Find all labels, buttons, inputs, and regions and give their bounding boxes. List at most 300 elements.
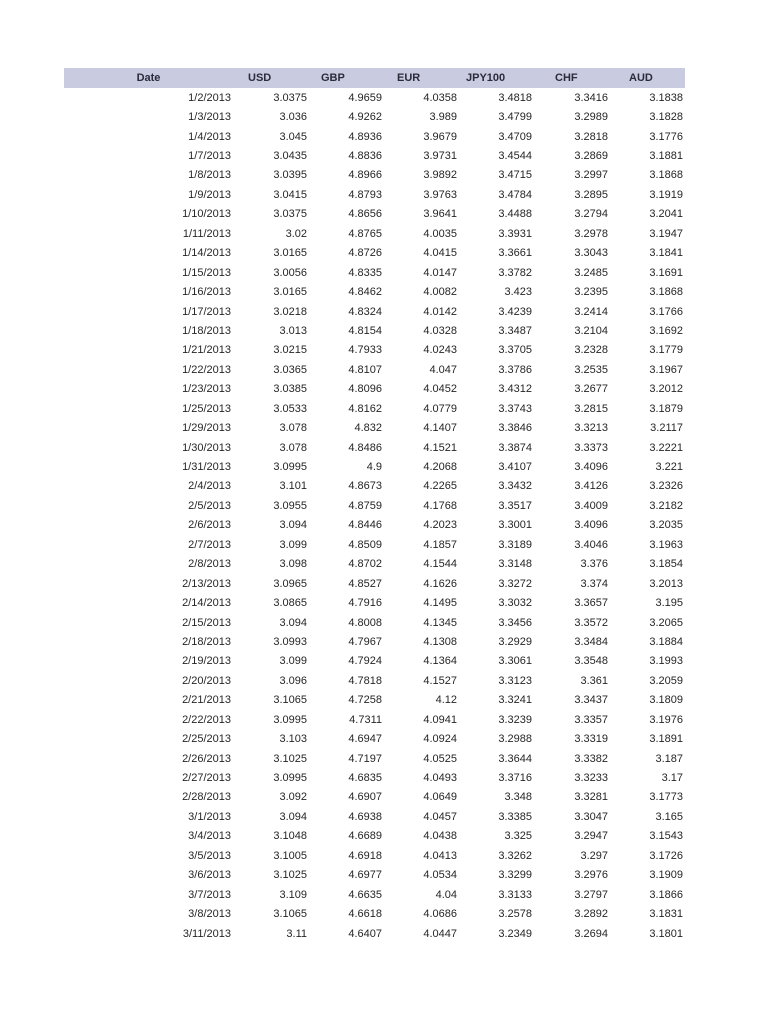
table-row [64, 729, 685, 748]
cell-jpy100: 3.3148 [498, 558, 532, 571]
cell-chf: 3.2395 [574, 286, 608, 299]
cell-jpy100: 3.423 [504, 286, 532, 299]
cell-chf: 3.3357 [574, 713, 608, 726]
cell-gbp: 4.7818 [348, 674, 382, 687]
cell-usd: 3.0375 [273, 91, 307, 104]
cell-date: 1/15/2013 [182, 266, 231, 279]
cell-chf: 3.4126 [574, 480, 608, 493]
cell-gbp: 4.8673 [348, 480, 382, 493]
cell-aud: 3.1891 [649, 733, 683, 746]
cell-jpy100: 3.3846 [498, 422, 532, 435]
cell-gbp: 4.7933 [348, 344, 382, 357]
cell-date: 1/3/2013 [188, 111, 231, 124]
cell-date: 1/9/2013 [188, 188, 231, 201]
cell-aud: 3.165 [655, 810, 683, 823]
cell-gbp: 4.7258 [348, 694, 382, 707]
table-row [64, 146, 685, 165]
cell-usd: 3.0995 [273, 461, 307, 474]
cell-usd: 3.0415 [273, 188, 307, 201]
cell-usd: 3.0435 [273, 150, 307, 163]
cell-chf: 3.2989 [574, 111, 608, 124]
cell-chf: 3.3043 [574, 247, 608, 260]
cell-date: 3/8/2013 [188, 908, 231, 921]
cell-jpy100: 3.3123 [498, 674, 532, 687]
cell-chf: 3.3319 [574, 733, 608, 746]
cell-jpy100: 3.4544 [498, 150, 532, 163]
cell-gbp: 4.8836 [348, 150, 382, 163]
cell-aud: 3.17 [661, 772, 683, 785]
cell-eur: 4.1495 [423, 597, 457, 610]
cell-usd: 3.078 [279, 441, 307, 454]
cell-date: 1/17/2013 [182, 305, 231, 318]
cell-aud: 3.1691 [649, 266, 683, 279]
table-row [64, 418, 685, 437]
cell-jpy100: 3.3272 [498, 577, 532, 590]
cell-chf: 3.3281 [574, 791, 608, 804]
cell-gbp: 4.8008 [348, 616, 382, 629]
cell-chf: 3.3657 [574, 597, 608, 610]
cell-usd: 3.02 [285, 227, 307, 240]
cell-eur: 4.0243 [423, 344, 457, 357]
cell-gbp: 4.6918 [348, 849, 382, 862]
cell-date: 3/4/2013 [188, 830, 231, 843]
cell-gbp: 4.9659 [348, 91, 382, 104]
table-row [64, 593, 685, 612]
cell-gbp: 4.7916 [348, 597, 382, 610]
cell-gbp: 4.8154 [348, 324, 382, 337]
table-row [64, 866, 685, 885]
cell-aud: 3.1976 [649, 713, 683, 726]
cell-date: 2/20/2013 [182, 674, 231, 687]
cell-jpy100: 3.3743 [498, 402, 532, 415]
cell-jpy100: 3.3299 [498, 869, 532, 882]
table-row [64, 496, 685, 515]
cell-usd: 3.0533 [273, 402, 307, 415]
cell-chf: 3.3213 [574, 422, 608, 435]
cell-gbp: 4.8702 [348, 558, 382, 571]
cell-chf: 3.374 [580, 577, 608, 590]
cell-aud: 3.1868 [649, 169, 683, 182]
cell-date: 3/7/2013 [188, 888, 231, 901]
cell-usd: 3.094 [279, 616, 307, 629]
cell-jpy100: 3.4715 [498, 169, 532, 182]
cell-gbp: 4.6635 [348, 888, 382, 901]
cell-aud: 3.1831 [649, 908, 683, 921]
cell-aud: 3.1776 [649, 130, 683, 143]
cell-eur: 3.9731 [423, 150, 457, 163]
header-jpy100: JPY100 [466, 72, 506, 84]
cell-eur: 4.0924 [423, 733, 457, 746]
cell-aud: 3.1866 [649, 888, 683, 901]
cell-eur: 4.1544 [423, 558, 457, 571]
cell-usd: 3.0865 [273, 597, 307, 610]
cell-eur: 4.0525 [423, 752, 457, 765]
table-row [64, 807, 685, 826]
table-row [64, 632, 685, 651]
table-row [64, 477, 685, 496]
cell-jpy100: 3.3644 [498, 752, 532, 765]
cell-aud: 3.1838 [649, 91, 683, 104]
cell-jpy100: 3.4488 [498, 208, 532, 221]
cell-aud: 3.1963 [649, 538, 683, 551]
table-row [64, 768, 685, 787]
header-usd: USD [248, 72, 272, 84]
cell-date: 2/5/2013 [188, 499, 231, 512]
cell-eur: 4.1521 [423, 441, 457, 454]
cell-chf: 3.2818 [574, 130, 608, 143]
cell-date: 2/27/2013 [182, 772, 231, 785]
cell-chf: 3.2947 [574, 830, 608, 843]
cell-gbp: 4.7924 [348, 655, 382, 668]
cell-chf: 3.4096 [574, 461, 608, 474]
cell-date: 2/6/2013 [188, 519, 231, 532]
cell-usd: 3.109 [279, 888, 307, 901]
cell-usd: 3.0955 [273, 499, 307, 512]
table-row [64, 516, 685, 535]
cell-chf: 3.2104 [574, 324, 608, 337]
cell-jpy100: 3.2988 [498, 733, 532, 746]
cell-usd: 3.0218 [273, 305, 307, 318]
cell-eur: 4.0941 [423, 713, 457, 726]
cell-aud: 3.195 [655, 597, 683, 610]
table-row [64, 827, 685, 846]
cell-eur: 4.12 [435, 694, 457, 707]
cell-aud: 3.1947 [649, 227, 683, 240]
cell-chf: 3.2794 [574, 208, 608, 221]
cell-jpy100: 3.4784 [498, 188, 532, 201]
cell-jpy100: 3.3432 [498, 480, 532, 493]
cell-date: 1/11/2013 [182, 227, 231, 240]
table-row [64, 282, 685, 301]
table-row [64, 574, 685, 593]
cell-gbp: 4.8726 [348, 247, 382, 260]
cell-chf: 3.361 [580, 674, 608, 687]
cell-eur: 3.989 [429, 111, 457, 124]
cell-date: 3/6/2013 [188, 869, 231, 882]
cell-chf: 3.3416 [574, 91, 608, 104]
cell-chf: 3.297 [580, 849, 608, 862]
cell-date: 1/10/2013 [182, 208, 231, 221]
header-eur: EUR [397, 72, 421, 84]
cell-eur: 4.0534 [423, 869, 457, 882]
cell-aud: 3.1967 [649, 363, 683, 376]
cell-date: 2/15/2013 [182, 616, 231, 629]
cell-usd: 3.0995 [273, 713, 307, 726]
cell-jpy100: 3.4799 [498, 111, 532, 124]
cell-date: 2/4/2013 [188, 480, 231, 493]
cell-date: 1/21/2013 [182, 344, 231, 357]
cell-aud: 3.1909 [649, 869, 683, 882]
table-row [64, 205, 685, 224]
table-row [64, 710, 685, 729]
table-row [64, 652, 685, 671]
cell-gbp: 4.6907 [348, 791, 382, 804]
cell-usd: 3.0965 [273, 577, 307, 590]
cell-eur: 4.0142 [423, 305, 457, 318]
cell-date: 1/18/2013 [182, 324, 231, 337]
cell-chf: 3.2797 [574, 888, 608, 901]
cell-aud: 3.1884 [649, 635, 683, 648]
cell-usd: 3.013 [279, 324, 307, 337]
cell-gbp: 4.8446 [348, 519, 382, 532]
cell-jpy100: 3.4239 [498, 305, 532, 318]
cell-usd: 3.1005 [273, 849, 307, 862]
table-row [64, 846, 685, 865]
table-row [64, 88, 685, 107]
cell-date: 3/1/2013 [188, 810, 231, 823]
cell-eur: 4.0035 [423, 227, 457, 240]
table-row [64, 341, 685, 360]
cell-usd: 3.1025 [273, 869, 307, 882]
cell-usd: 3.11 [286, 927, 307, 940]
cell-gbp: 4.8793 [348, 188, 382, 201]
cell-eur: 4.1857 [423, 538, 457, 551]
cell-chf: 3.3373 [574, 441, 608, 454]
cell-chf: 3.2485 [574, 266, 608, 279]
cell-jpy100: 3.325 [504, 830, 532, 843]
cell-date: 2/21/2013 [182, 694, 231, 707]
cell-eur: 4.0438 [423, 830, 457, 843]
cell-chf: 3.2328 [574, 344, 608, 357]
cell-date: 1/31/2013 [182, 461, 231, 474]
cell-gbp: 4.6835 [348, 772, 382, 785]
cell-date: 2/19/2013 [182, 655, 231, 668]
cell-eur: 4.0493 [423, 772, 457, 785]
cell-jpy100: 3.4312 [498, 383, 532, 396]
cell-aud: 3.1543 [649, 830, 683, 843]
cell-jpy100: 3.3032 [498, 597, 532, 610]
cell-chf: 3.2414 [574, 305, 608, 318]
cell-chf: 3.3047 [574, 810, 608, 823]
cell-date: 1/23/2013 [182, 383, 231, 396]
cell-chf: 3.3548 [574, 655, 608, 668]
cell-aud: 3.2117 [650, 422, 683, 435]
cell-aud: 3.2035 [649, 519, 683, 532]
cell-aud: 3.2065 [649, 616, 683, 629]
cell-chf: 3.2892 [574, 908, 608, 921]
cell-gbp: 4.8335 [348, 266, 382, 279]
cell-eur: 4.1626 [423, 577, 457, 590]
cell-date: 2/22/2013 [182, 713, 231, 726]
cell-chf: 3.2535 [574, 363, 608, 376]
cell-aud: 3.1773 [649, 791, 683, 804]
cell-jpy100: 3.3874 [498, 441, 532, 454]
cell-gbp: 4.9 [366, 461, 382, 474]
cell-eur: 4.0413 [423, 849, 457, 862]
cell-usd: 3.1048 [273, 830, 307, 843]
cell-usd: 3.0215 [273, 344, 307, 357]
cell-gbp: 4.8765 [348, 227, 382, 240]
cell-chf: 3.4096 [574, 519, 608, 532]
cell-usd: 3.078 [279, 422, 307, 435]
cell-gbp: 4.8527 [348, 577, 382, 590]
cell-usd: 3.0395 [273, 169, 307, 182]
cell-usd: 3.0995 [273, 772, 307, 785]
cell-date: 1/30/2013 [182, 441, 231, 454]
cell-date: 2/7/2013 [188, 538, 231, 551]
cell-date: 1/22/2013 [182, 363, 231, 376]
table-row [64, 535, 685, 554]
cell-eur: 3.9641 [423, 208, 457, 221]
cell-gbp: 4.7967 [348, 635, 382, 648]
table-body [64, 88, 685, 943]
cell-date: 1/16/2013 [182, 286, 231, 299]
cell-gbp: 4.8759 [348, 499, 382, 512]
cell-eur: 4.0686 [423, 908, 457, 921]
cell-chf: 3.3382 [574, 752, 608, 765]
cell-eur: 4.0328 [423, 324, 457, 337]
cell-eur: 4.0358 [423, 91, 457, 104]
header-chf: CHF [555, 72, 578, 84]
cell-date: 2/26/2013 [182, 752, 231, 765]
cell-eur: 4.1364 [423, 655, 457, 668]
cell-gbp: 4.7197 [348, 752, 382, 765]
cell-date: 1/25/2013 [182, 402, 231, 415]
cell-eur: 4.0457 [423, 810, 457, 823]
cell-usd: 3.099 [279, 538, 307, 551]
header-aud: AUD [629, 72, 653, 84]
cell-aud: 3.1766 [649, 305, 683, 318]
cell-chf: 3.2978 [574, 227, 608, 240]
cell-aud: 3.1801 [649, 927, 683, 940]
cell-chf: 3.3233 [574, 772, 608, 785]
cell-eur: 4.0452 [423, 383, 457, 396]
cell-usd: 3.1025 [273, 752, 307, 765]
table-header-row [64, 68, 685, 88]
cell-usd: 3.0385 [273, 383, 307, 396]
cell-gbp: 4.8324 [348, 305, 382, 318]
cell-gbp: 4.8096 [348, 383, 382, 396]
cell-usd: 3.094 [279, 519, 307, 532]
table-row [64, 438, 685, 457]
cell-usd: 3.101 [279, 480, 307, 493]
cell-eur: 4.1345 [423, 616, 457, 629]
cell-usd: 3.098 [279, 558, 307, 571]
cell-usd: 3.0993 [273, 635, 307, 648]
table-row [64, 302, 685, 321]
cell-eur: 4.0779 [423, 402, 457, 415]
cell-gbp: 4.6977 [348, 869, 382, 882]
cell-jpy100: 3.3061 [498, 655, 532, 668]
cell-jpy100: 3.3262 [498, 849, 532, 862]
cell-gbp: 4.6938 [348, 810, 382, 823]
cell-eur: 3.9763 [423, 188, 457, 201]
cell-jpy100: 3.3001 [498, 519, 532, 532]
cell-usd: 3.0165 [273, 286, 307, 299]
cell-gbp: 4.6689 [348, 830, 382, 843]
cell-gbp: 4.7311 [349, 713, 382, 726]
cell-usd: 3.094 [279, 810, 307, 823]
cell-gbp: 4.8462 [348, 286, 382, 299]
header-date: Date [136, 72, 161, 84]
cell-aud: 3.2182 [649, 499, 683, 512]
cell-date: 2/13/2013 [182, 577, 231, 590]
cell-jpy100: 3.3189 [498, 538, 532, 551]
cell-aud: 3.1726 [649, 849, 683, 862]
table-row [64, 185, 685, 204]
cell-aud: 3.1993 [649, 655, 683, 668]
table-row [64, 671, 685, 690]
table-row [64, 244, 685, 263]
cell-jpy100: 3.3786 [498, 363, 532, 376]
cell-jpy100: 3.3239 [498, 713, 532, 726]
cell-usd: 3.0165 [273, 247, 307, 260]
cell-gbp: 4.8486 [348, 441, 382, 454]
cell-chf: 3.3572 [574, 616, 608, 629]
cell-date: 2/8/2013 [188, 558, 231, 571]
header-gbp: GBP [321, 72, 345, 84]
cell-date: 1/29/2013 [182, 422, 231, 435]
cell-aud: 3.1919 [649, 188, 683, 201]
cell-chf: 3.2869 [574, 150, 608, 163]
cell-jpy100: 3.3133 [498, 888, 532, 901]
cell-jpy100: 3.4107 [498, 461, 532, 474]
cell-gbp: 4.8509 [348, 538, 382, 551]
cell-jpy100: 3.3487 [498, 324, 532, 337]
cell-eur: 4.2068 [423, 461, 457, 474]
cell-jpy100: 3.2349 [498, 927, 532, 940]
table-row [64, 904, 685, 923]
table-row [64, 613, 685, 632]
cell-jpy100: 3.3385 [498, 810, 532, 823]
cell-chf: 3.4046 [574, 538, 608, 551]
cell-eur: 4.2023 [423, 519, 457, 532]
cell-eur: 3.9892 [423, 169, 457, 182]
table-row [64, 924, 685, 943]
cell-jpy100: 3.2578 [498, 908, 532, 921]
cell-usd: 3.1065 [273, 694, 307, 707]
table-row [64, 107, 685, 126]
cell-jpy100: 3.3661 [498, 247, 532, 260]
cell-aud: 3.1828 [649, 111, 683, 124]
cell-aud: 3.1879 [649, 402, 683, 415]
cell-eur: 4.0082 [423, 286, 457, 299]
table-row [64, 691, 685, 710]
cell-eur: 4.1768 [423, 499, 457, 512]
cell-usd: 3.092 [279, 791, 307, 804]
cell-gbp: 4.832 [354, 422, 382, 435]
cell-date: 1/7/2013 [188, 150, 231, 163]
cell-aud: 3.187 [655, 752, 683, 765]
cell-chf: 3.2677 [574, 383, 608, 396]
cell-eur: 4.2265 [423, 480, 457, 493]
cell-eur: 4.0415 [423, 247, 457, 260]
cell-chf: 3.2895 [574, 188, 608, 201]
cell-chf: 3.4009 [574, 499, 608, 512]
cell-usd: 3.103 [279, 733, 307, 746]
cell-jpy100: 3.3782 [498, 266, 532, 279]
cell-aud: 3.1854 [649, 558, 683, 571]
cell-date: 2/25/2013 [182, 733, 231, 746]
cell-date: 3/11/2013 [182, 927, 231, 940]
cell-aud: 3.1809 [649, 694, 683, 707]
cell-usd: 3.1065 [273, 908, 307, 921]
cell-jpy100: 3.3931 [498, 227, 532, 240]
cell-aud: 3.1881 [649, 150, 683, 163]
cell-date: 1/4/2013 [188, 130, 231, 143]
cell-gbp: 4.8162 [348, 402, 382, 415]
cell-aud: 3.2326 [649, 480, 683, 493]
cell-usd: 3.045 [279, 130, 307, 143]
cell-jpy100: 3.4709 [498, 130, 532, 143]
cell-jpy100: 3.3705 [498, 344, 532, 357]
table-row [64, 166, 685, 185]
cell-aud: 3.2221 [649, 441, 683, 454]
cell-gbp: 4.8107 [348, 363, 382, 376]
cell-date: 1/14/2013 [182, 247, 231, 260]
table-row [64, 749, 685, 768]
cell-gbp: 4.6618 [348, 908, 382, 921]
